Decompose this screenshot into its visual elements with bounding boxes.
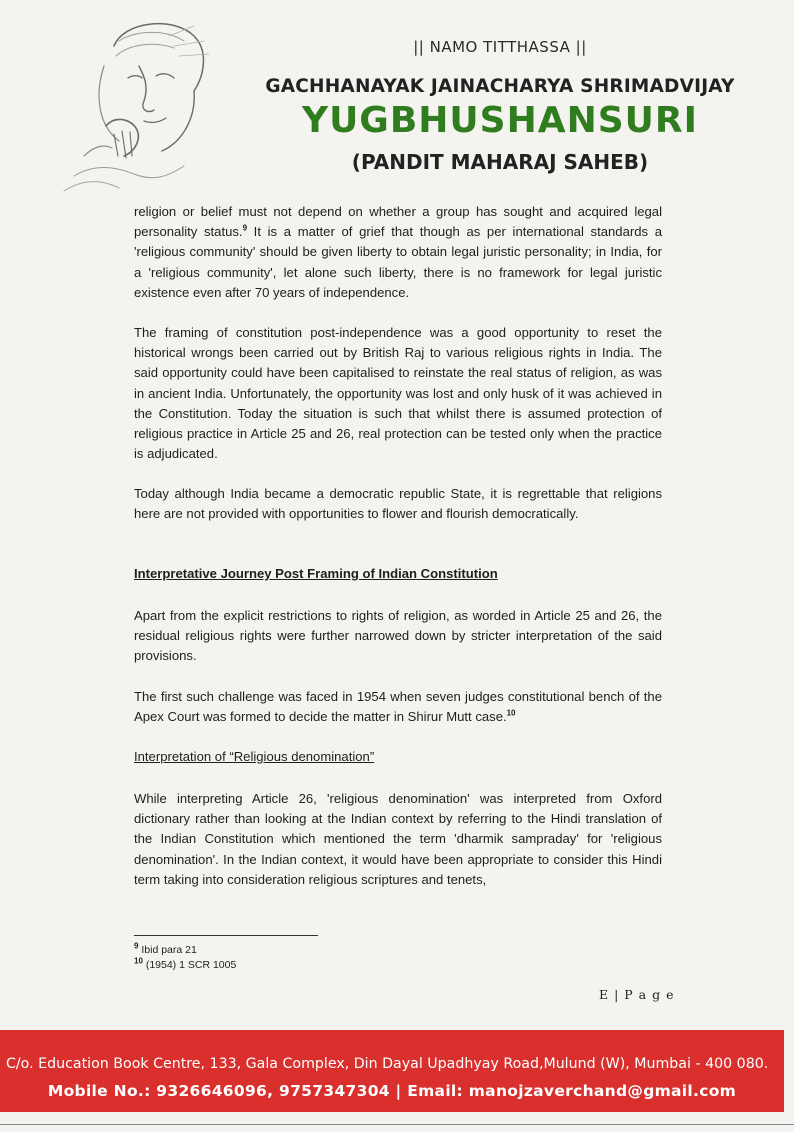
paragraph-4-text: Apart from the explicit restrictions to rights of religion, as worded in Article 25 and 26, the residual religious rights were further narrowed down by stricter interpretation of the said provisions. bbox=[134, 608, 662, 664]
footnote-ref-9: 9 bbox=[242, 223, 248, 233]
page-number: E | P a g e bbox=[599, 987, 675, 1002]
paragraph-3-text: Today although India became a democratic republic State, it is regrettable that religions here are not provided with opportunities to flower and flourish democratically. bbox=[134, 486, 662, 522]
footnote-9-number: 9 bbox=[134, 941, 139, 951]
footnote-10-text: (1954) 1 SCR 1005 bbox=[145, 959, 237, 971]
title-line-1: GACHHANAYAK JAINACHARYA SHRIMADVIJAY bbox=[265, 76, 735, 97]
paragraph-2-text: The framing of constitution post-independence was a good opportunity to reset the historical wrongs been carried out by British Raj to various religious rights in India. The said opportunity could have been capitalised to reinstate the real status of religion, as was in ancient India. Unfortunately, the opportunity was lost and only husk of it was achieved in the Constitution. Today the situation is such that whilst there is assumed protection of religious practice in Article 25 and 26, real protection can be tested only when the practice is adjudicated. bbox=[134, 325, 662, 462]
paragraph-1 bbox=[134, 202, 662, 303]
section-heading-interpretative-journey: Interpretative Journey Post Framing of Indian Constitution bbox=[134, 566, 498, 581]
section-heading-religious-denomination: Interpretation of “Religious denomination” bbox=[134, 749, 375, 764]
paragraph-5 bbox=[134, 687, 662, 727]
footnote-10-number: 10 bbox=[134, 956, 143, 966]
footnote-9 bbox=[134, 943, 197, 957]
paragraph-5-text: The first such challenge was faced in 1954 when seven judges constitutional bench of the Apex Court was formed to decide the matter in Shirur Mutt case. bbox=[134, 689, 662, 725]
portrait-sketch bbox=[44, 6, 234, 196]
footnote-10 bbox=[134, 958, 236, 972]
bottom-divider bbox=[0, 1124, 794, 1125]
footer-contact: Mobile No.: 9326646096, 9757347304 | Email: manojzaverchand@gmail.com bbox=[47, 1082, 737, 1100]
title-subname: (PANDIT MAHARAJ SAHEB) bbox=[351, 150, 649, 174]
footnote-9-text: Ibid para 21 bbox=[141, 944, 197, 956]
paragraph-6 bbox=[134, 789, 662, 890]
paragraph-1-text-b: It is a matter of grief that though as per international standards a 'religious community' should be given liberty to obtain legal juristic personality; in India, for a 'religious community', let alone such liberty, there is no framework for legal juristic existence even after 70 years of independence. bbox=[134, 224, 662, 300]
footnote-ref-10: 10 bbox=[506, 708, 516, 718]
paragraph-4 bbox=[134, 606, 662, 667]
footer-address: C/o. Education Book Centre, 133, Gala Complex, Din Dayal Upadhyay Road,Mulund (W), Mumbai - 400 080. bbox=[6, 1056, 769, 1072]
footer-banner bbox=[0, 1030, 784, 1112]
paragraph-3 bbox=[134, 484, 662, 524]
invocation-line: || NAMO TITTHASSA || bbox=[413, 38, 587, 56]
paragraph-2 bbox=[134, 323, 662, 464]
paragraph-6-text: While interpreting Article 26, 'religious denomination' was interpreted from Oxford dictionary rather than looking at the Indian context by referring to the Hindi translation of the Indian Constitution which mentioned the term 'dharmik sampraday' for 'religious denomination'. In the Indian context, it would have been appropriate to consider this Hindi term taking into consideration religious scriptures and tenets, bbox=[134, 791, 662, 887]
paragraph-1-text-a: religion or belief must not depend on whether a group has sought and acquired legal personality status. bbox=[134, 204, 662, 240]
title-name: YUGBHUSHANSURI bbox=[302, 100, 698, 141]
footnote-divider bbox=[134, 935, 318, 936]
